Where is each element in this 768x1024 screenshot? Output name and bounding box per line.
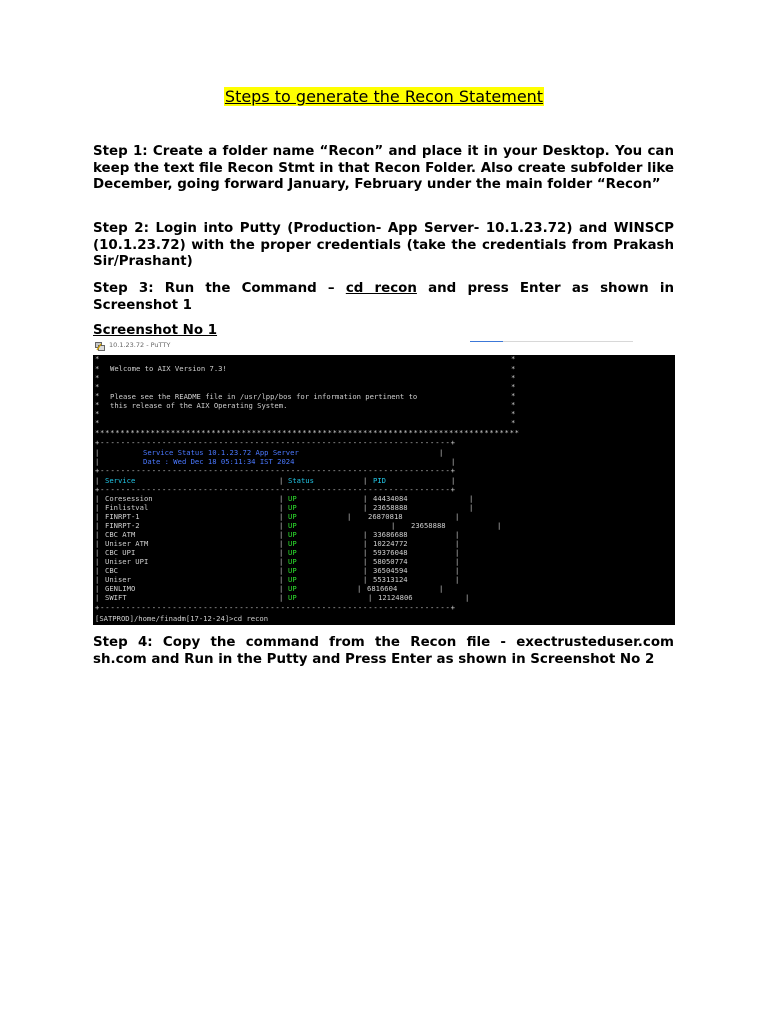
box-pipe: | — [95, 476, 100, 485]
svg-text:|: | — [95, 566, 100, 575]
readme-line-1: Please see the README file in /usr/lpp/bos for information pertinent to — [110, 392, 418, 401]
table-row — [95, 575, 459, 584]
svg-text:|: | — [363, 494, 368, 503]
step-4-paragraph: Step 4: Copy the command from the Recon file - exectrusteduser.com sh.com and Run in the Putty and Press Enter as shown in Screenshot No 2 — [93, 635, 674, 667]
svg-text:|: | — [465, 593, 470, 602]
star-border-mark: * — [95, 355, 100, 363]
svg-text:|: | — [363, 557, 368, 566]
readme-line-2: this release of the AIX Operating System. — [110, 401, 288, 410]
star-border-mark: * — [511, 355, 516, 363]
service-pid: 10224772 — [373, 539, 408, 548]
box-pipe: | — [95, 448, 100, 457]
titlebar-divider — [503, 341, 633, 342]
service-status: UP — [288, 584, 297, 593]
box-pipe: | — [451, 457, 456, 466]
star-border-mark: * — [95, 418, 100, 427]
service-name: CBC — [105, 566, 118, 575]
svg-text:|: | — [279, 548, 284, 557]
document-title: Steps to generate the Recon Statement — [224, 87, 544, 106]
service-name: FINRPT-2 — [105, 521, 140, 530]
star-border-mark: * — [511, 400, 516, 409]
box-border-mid: +--------------------------------------------------------------------+ — [95, 466, 455, 475]
service-status: UP — [288, 494, 297, 503]
service-status-line: Service Status 10.1.23.72 App Server — [143, 448, 299, 457]
table-row — [95, 521, 501, 530]
table-row — [95, 512, 459, 521]
svg-text:|: | — [391, 521, 396, 530]
svg-text:|: | — [497, 521, 502, 530]
service-pid: 6816604 — [367, 584, 398, 593]
shell-prompt: [SATPROD]/home/finadm[17-12-24]>cd recon — [95, 614, 269, 623]
service-status: UP — [288, 530, 297, 539]
putty-window-titlebar — [93, 341, 633, 355]
svg-text:|: | — [95, 494, 100, 503]
table-row — [95, 593, 469, 602]
service-pid: 26870818 — [368, 512, 403, 521]
svg-text:|: | — [455, 557, 460, 566]
table-row — [95, 566, 459, 575]
service-pid: 55313124 — [373, 575, 408, 584]
svg-text:|: | — [455, 566, 460, 575]
table-row — [95, 530, 459, 539]
svg-text:|: | — [279, 521, 284, 530]
service-name: Finlistval — [105, 503, 149, 512]
svg-text:|: | — [455, 512, 460, 521]
service-pid: 58050774 — [373, 557, 408, 566]
svg-text:|: | — [279, 566, 284, 575]
table-row — [95, 494, 473, 503]
svg-text:|: | — [455, 575, 460, 584]
svg-text:|: | — [363, 566, 368, 575]
service-status: UP — [288, 521, 297, 530]
step-3-text-end: and press Enter as shown in Screenshot 1 — [93, 281, 675, 313]
step-3-text-start: Step 3: Run the Command – — [93, 281, 346, 296]
star-border-mark: * — [95, 364, 100, 373]
svg-text:|: | — [363, 539, 368, 548]
box-border-mid: +--------------------------------------------------------------------+ — [95, 485, 455, 494]
title-block — [0, 87, 768, 106]
svg-text:|: | — [363, 530, 368, 539]
svg-text:|: | — [95, 539, 100, 548]
star-border-mark: * — [511, 364, 516, 373]
putty-terminal — [93, 355, 675, 625]
svg-text:|: | — [455, 539, 460, 548]
svg-text:|: | — [357, 584, 362, 593]
service-status: UP — [288, 575, 297, 584]
svg-text:|: | — [347, 512, 352, 521]
svg-text:|: | — [279, 539, 284, 548]
service-name: Uniser UPI — [105, 557, 149, 566]
service-pid: 12124806 — [378, 593, 413, 602]
service-name: GENLIMO — [105, 584, 136, 593]
service-status: UP — [288, 512, 297, 521]
svg-text:|: | — [368, 593, 373, 602]
service-pid: 44434084 — [373, 494, 408, 503]
svg-text:|: | — [469, 494, 474, 503]
svg-text:|: | — [95, 575, 100, 584]
service-pid: 33686688 — [373, 530, 408, 539]
step-3-command: cd recon — [345, 281, 417, 296]
screenshot-heading: Screenshot No 1 — [93, 323, 218, 338]
service-status: UP — [288, 566, 297, 575]
svg-text:|: | — [455, 530, 460, 539]
svg-text:|: | — [279, 557, 284, 566]
service-status: UP — [288, 539, 297, 548]
table-row — [95, 548, 459, 557]
service-status: UP — [288, 593, 297, 602]
star-border-mark: * — [95, 373, 100, 382]
box-pipe: | — [439, 448, 444, 457]
svg-text:|: | — [95, 503, 100, 512]
svg-text:|: | — [363, 548, 368, 557]
star-border-mark: * — [95, 382, 100, 391]
svg-text:|: | — [279, 593, 284, 602]
date-line: Date : Wed Dec 18 05:11:34 IST 2024 — [143, 457, 295, 466]
svg-text:|: | — [469, 503, 474, 512]
box-border-top: +--------------------------------------------------------------------+ — [95, 438, 455, 447]
service-pid: 36504594 — [373, 566, 408, 575]
box-border-bottom: +--------------------------------------------------------------------+ — [95, 603, 455, 612]
svg-text:|: | — [279, 503, 284, 512]
table-row — [95, 539, 459, 548]
svg-text:|: | — [279, 512, 284, 521]
box-pipe: | — [279, 476, 284, 485]
star-border-mark: * — [95, 409, 100, 418]
service-name: Uniser ATM — [105, 539, 149, 548]
star-border-mark: * — [95, 400, 100, 409]
svg-text:|: | — [363, 575, 368, 584]
step-3-paragraph — [93, 281, 674, 314]
box-pipe: | — [451, 476, 456, 485]
service-name: FINRPT-1 — [105, 512, 140, 521]
box-pipe: | — [95, 457, 100, 466]
titlebar-accent-line — [470, 341, 503, 342]
svg-text:|: | — [95, 557, 100, 566]
svg-text:|: | — [95, 530, 100, 539]
table-row — [95, 584, 443, 593]
service-status: UP — [288, 548, 297, 557]
service-name: Coresession — [105, 494, 153, 503]
star-border-mark: * — [511, 418, 516, 427]
service-status: UP — [288, 557, 297, 566]
header-status: Status — [288, 476, 314, 485]
step-1-paragraph: Step 1: Create a folder name “Recon” and place it in your Desktop. You can keep the text file Recon Stmt in that Recon Folder. Also create subfolder like December, going forward January, February under the main folder “Recon” — [93, 144, 674, 193]
star-border-mark: * — [95, 391, 100, 400]
svg-text:|: | — [439, 584, 444, 593]
star-border-mark: * — [511, 391, 516, 400]
step-2-paragraph: Step 2: Login into Putty (Production- App Server- 10.1.23.72) and WINSCP (10.1.23.72) with the proper credentials (take the credentials from Prakash Sir/Prashant) — [93, 221, 674, 270]
star-border-mark: * — [511, 409, 516, 418]
svg-text:|: | — [95, 521, 100, 530]
service-status: UP — [288, 503, 297, 512]
service-pid: 59376048 — [373, 548, 408, 557]
table-row — [95, 557, 459, 566]
service-pid: 23658888 — [373, 503, 408, 512]
svg-text:|: | — [95, 512, 100, 521]
box-pipe: | — [363, 476, 368, 485]
header-service: Service — [105, 476, 136, 485]
header-pid: PID — [373, 476, 386, 485]
svg-text:|: | — [95, 584, 100, 593]
svg-text:|: | — [279, 584, 284, 593]
service-name: Uniser — [105, 575, 131, 584]
terminal-canvas — [93, 355, 675, 625]
svg-text:|: | — [95, 548, 100, 557]
svg-text:|: | — [455, 548, 460, 557]
service-name: CBC ATM — [105, 530, 136, 539]
svg-text:|: | — [279, 530, 284, 539]
svg-text:|: | — [279, 494, 284, 503]
star-border-bottom: ************************************************************************************ — [95, 428, 519, 437]
star-border-mark: * — [511, 382, 516, 391]
svg-text:|: | — [363, 503, 368, 512]
service-name: SWIFT — [105, 593, 127, 602]
table-row — [95, 503, 473, 512]
service-name: CBC UPI — [105, 548, 136, 557]
putty-window-title: 10.1.23.72 - PuTTY — [109, 341, 171, 349]
welcome-message: Welcome to AIX Version 7.3! — [110, 364, 227, 373]
service-pid: 23658888 — [411, 521, 446, 530]
svg-text:|: | — [279, 575, 284, 584]
putty-icon — [95, 342, 105, 352]
svg-text:|: | — [95, 593, 100, 602]
star-border-mark: * — [511, 373, 516, 382]
